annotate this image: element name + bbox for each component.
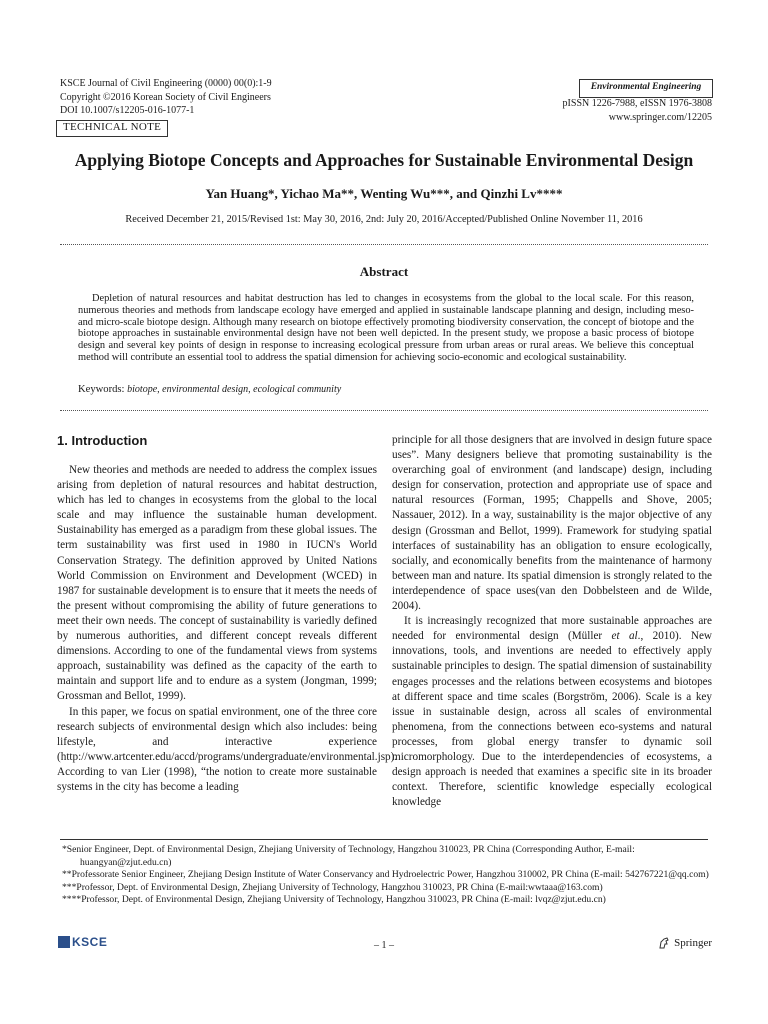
paragraph: In this paper, we focus on spatial environment, one of the three core research subjects of environmental design which also includes: being lifestyle, and interactive experience (http://www.artcenter.edu/accd/programs/undergraduate/environmental.jsp). According to van Lier (1998), “the notion to create more sustainable systems in the city has become a leading [57,705,398,793]
footnote: ****Professor, Dept. of Environmental Design, Zhejiang University of Technology, Hangzhou 310023, PR China (E-mail: lvqz@zjut.edu.cn) [62,894,606,906]
keywords [78,384,341,395]
logo-text: KSCE [72,935,108,949]
article-type-badge: TECHNICAL NOTE [56,120,168,137]
section-heading-introduction: 1. Introduction [57,433,148,448]
abstract-body [78,293,694,364]
paper-title: Applying Biotope Concepts and Approaches for Sustainable Environmental Design [74,150,694,170]
footnote-rule [60,839,708,840]
section-badge: Environmental Engineering [579,79,713,98]
springer-logo [657,936,712,950]
abstract-text: Depletion of natural resources and habitat destruction has led to changes in ecosystems from the global to the local scale. For this reason, numerous theories and methods from landscape ecology have emerged and applied in sustainable landscape planning and design, including meso-and micro-scale biotope design. Although many research on biotope effectively promoting biodiversity conservation, the concept of biotope and the biotope approaches in sustainable environmental design have not been well depicted. In the present study, we propose a basic process of biotope design and several key points of design in response to increasing ecological pressure from urban areas or rural areas. We believe this conceptual method will contribute an essential tool to address the spatial dimension for achieving socio-economic and ecological sustainability. [78,293,694,363]
footnotes [60,844,712,907]
footnote: **Professorate Senior Engineer, Zhejiang Design Institute of Water Conservancy and Hydroelectric Power, Hangzhou 310002, PR China (E-mail: 542767221@qq.com) [62,869,709,881]
keywords-label: Keywords: [78,384,125,395]
issn-info [563,97,712,124]
springer-horse-icon [657,936,671,950]
springer-text: Springer [674,937,712,949]
journal-info [60,77,272,118]
divider [60,244,708,245]
page-number: – 1 – [374,940,394,951]
journal-url[interactable]: www.springer.com/12205 [608,111,712,123]
footnote: *Senior Engineer, Dept. of Environmental Design, Zhejiang University of Technology, Hangzhou 310023, PR China (Corresponding Author, E-mail: huangyan@zjut.edu.cn) [62,844,635,868]
abstract-heading: Abstract [359,264,409,279]
paragraph: principle for all those designers that are involved in design future space uses”. Many designers believe that promoting sustainability is the overarching goal of environment (and landscape) design, including design for conservation, protection and appropriate use of space and natural resources (Forman, 1995; Chappells and Shove, 2005; Nassauer, 2012). In a way, sustainability is the major objective of any design (Grossman and Bellot, 1999). Framework for studying spatial interfaces of sustainability has an obligation to ensure ecologically, socially, and economically benefits from the maintenance of harmony between man and nature. Its spatial dimension is strongly related to the interdependence of space uses(van den Dobbelsteen and de Wilde, 2004). [392,434,712,613]
right-column [392,433,712,810]
footnote: ***Professor, Dept. of Environmental Design, Zhejiang University of Technology, Hangzhou 310023, PR China (E-mail:wwtaaa@163.com) [62,881,603,893]
paragraph: It is increasingly recognized that more sustainable approaches are needed for environmental design (Müller et al., 2010). New innovations, tools, and inventions are needed to effectively apply sustainable principles to design. The spatial dimension of sustainability engages processes and the relations between ecosystems and biotopes at different space and time scales (Borgström, 2006). Scale is a key issue in sustainable design, across all scales of environmental phenomena, from the connections between eco-systems and natural processes, from global energy transfer to dynamic soil micromorphology. Due to the interdependencies of ecosystems, a design approach is needed that examines a specific site in its broader context. Therefore, scientific knowledge especially ecological knowledge [392,615,712,809]
author-list: Yan Huang*, Yichao Ma**, Wenting Wu***, and Qinzhi Lv**** [205,186,563,201]
keywords-value: biotope, environmental design, ecological community [127,384,342,395]
issn: pISSN 1226-7988, eISSN 1976-3808 [562,98,712,109]
doi: DOI 10.1007/s12205-016-1077-1 [60,105,195,116]
journal-citation: KSCE Journal of Civil Engineering (0000) 00(0):1-9 [60,78,272,89]
paragraph: New theories and methods are needed to address the complex issues arising from depletion of natural resources and habitat destruction, which has led to changes in ecosystems from the global to the local scale and may influence the sustainable human development. Sustainability has emerged as a paradigm from these global issues. The term sustainability was first used in 1980 in IUCN's World Conservation Strategy. The definition approved by United Nations World Commission on Environment and Development (WCED) in 1987 for sustainable development is to ensure that it meets the needs of the present without compromising the ability of future generations to meet their own needs. The concept of sustainability is variedly defined by numerous authorities, and different concept reveals different dimensions. According to one of the fundamental views from systems approach, sustainability was defined as the capacity of the earth to maintain and support life and to endure as a system (Jongman, 1999; Grossman and Bellot, 1999). [57,464,377,703]
copyright: Copyright ©2016 Korean Society of Civil Engineers [60,91,271,103]
left-column [57,463,398,795]
received-dates: Received December 21, 2015/Revised 1st: May 30, 2016, 2nd: July 20, 2016/Accepted/Published Online November 11, 2016 [125,214,643,225]
divider [60,410,708,411]
